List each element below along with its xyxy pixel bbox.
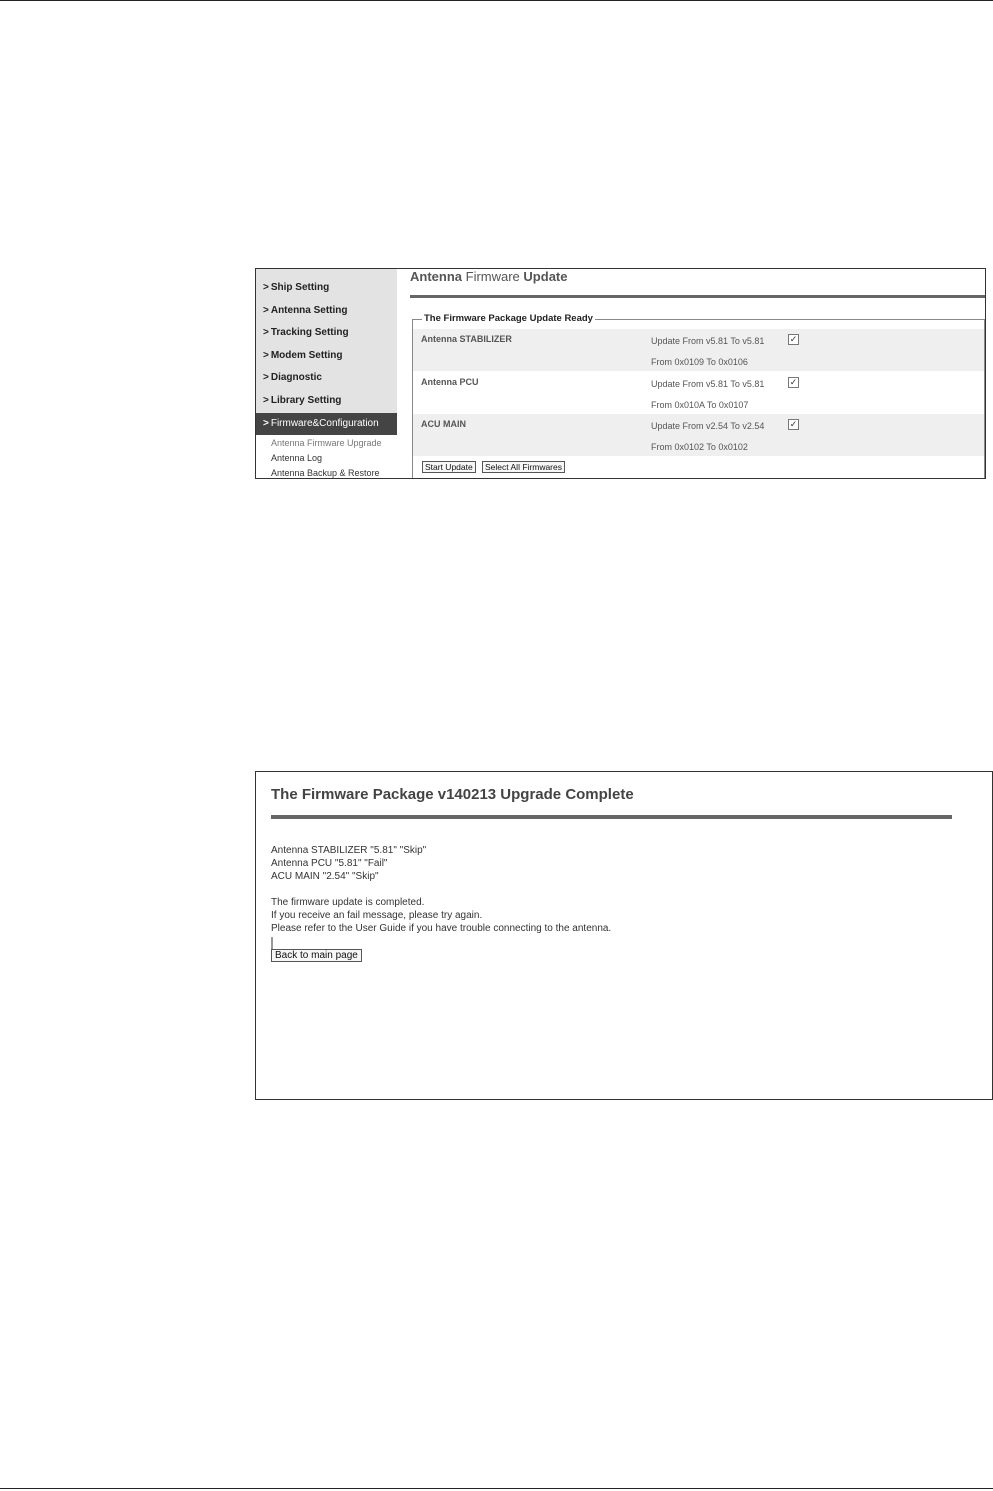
firmware-row-acu-main bbox=[413, 414, 984, 456]
sidebar-item-diagnostic[interactable] bbox=[256, 367, 397, 389]
subitem-antenna-firmware-upgrade[interactable]: Antenna Firmware Upgrade bbox=[271, 438, 382, 448]
chevron-right-icon: > bbox=[263, 372, 269, 383]
sidebar-nav bbox=[256, 269, 397, 434]
sidebar-item-library-setting[interactable] bbox=[256, 390, 397, 412]
firmware-checkbox[interactable]: ✓ bbox=[789, 377, 798, 387]
upgrade-complete-title: The Firmware Package v140213 Upgrade Complete bbox=[271, 786, 634, 803]
firmware-row-stabilizer bbox=[413, 329, 984, 371]
page-title: Antenna Firmware Update bbox=[410, 269, 568, 284]
chevron-right-icon: > bbox=[263, 327, 269, 338]
firmware-name: Antenna PCU bbox=[421, 377, 479, 387]
chevron-right-icon: > bbox=[263, 395, 269, 406]
select-all-firmwares-button[interactable]: Select All Firmwares bbox=[482, 461, 565, 473]
text-cursor bbox=[271, 937, 273, 949]
firmware-version-update: Update From v5.81 To v5.81 bbox=[651, 336, 765, 346]
firmware-checkbox[interactable]: ✓ bbox=[789, 419, 798, 429]
title-underline bbox=[271, 815, 952, 819]
firmware-name: ACU MAIN bbox=[421, 419, 466, 429]
sidebar-item-label: Library Setting bbox=[270, 395, 342, 406]
chevron-right-icon: > bbox=[263, 282, 269, 293]
sidebar-item-antenna-setting[interactable] bbox=[256, 300, 397, 322]
sidebar-item-label: Tracking Setting bbox=[270, 327, 349, 338]
firmware-hw-range: From 0x0109 To 0x0106 bbox=[651, 357, 748, 367]
message-line: Please refer to the User Guide if you have trouble connecting to the antenna. bbox=[271, 923, 612, 934]
back-to-main-button[interactable]: Back to main page bbox=[271, 949, 362, 962]
sidebar-item-label: Diagnostic bbox=[270, 372, 322, 383]
sidebar-item-ship-setting[interactable] bbox=[256, 277, 397, 299]
firmware-row-pcu bbox=[413, 372, 984, 414]
page-bottom-rule bbox=[0, 1488, 993, 1489]
page-top-rule bbox=[0, 0, 993, 1]
subitem-antenna-backup-restore[interactable]: Antenna Backup & Restore bbox=[271, 468, 380, 478]
sidebar-item-label: Modem Setting bbox=[270, 350, 343, 361]
chevron-right-icon: > bbox=[263, 418, 269, 429]
firmware-hw-range: From 0x010A To 0x0107 bbox=[651, 400, 749, 410]
sidebar-item-label: Antenna Setting bbox=[270, 305, 348, 316]
message-line: The firmware update is completed. bbox=[271, 897, 425, 908]
sidebar-item-modem-setting[interactable] bbox=[256, 345, 397, 367]
message-line: If you receive an fail message, please try again. bbox=[271, 910, 483, 921]
firmware-version-update: Update From v5.81 To v5.81 bbox=[651, 379, 765, 389]
sidebar-item-label: Firmware&Configuration bbox=[270, 418, 379, 429]
subitem-antenna-log[interactable]: Antenna Log bbox=[271, 453, 323, 463]
sidebar-item-tracking-setting[interactable] bbox=[256, 322, 397, 344]
sidebar-item-label: Ship Setting bbox=[270, 282, 330, 293]
firmware-update-main bbox=[410, 269, 986, 478]
sidebar bbox=[256, 269, 397, 478]
chevron-right-icon: > bbox=[263, 350, 269, 361]
result-line: Antenna PCU "5.81" "Fail" bbox=[271, 858, 388, 869]
start-update-button[interactable]: Start Update bbox=[422, 461, 476, 473]
firmware-version-update: Update From v2.54 To v2.54 bbox=[651, 421, 765, 431]
firmware-checkbox[interactable]: ✓ bbox=[789, 334, 798, 344]
chevron-right-icon: > bbox=[263, 305, 269, 316]
firmware-hw-range: From 0x0102 To 0x0102 bbox=[651, 442, 748, 452]
sidebar-item-firmware-configuration[interactable] bbox=[256, 413, 397, 435]
result-line: Antenna STABILIZER "5.81" "Skip" bbox=[271, 845, 427, 856]
title-underline bbox=[410, 295, 985, 298]
result-line: ACU MAIN "2.54" "Skip" bbox=[271, 871, 379, 882]
firmware-update-screenshot bbox=[255, 268, 986, 479]
fieldset-legend: The Firmware Package Update Ready bbox=[424, 313, 593, 324]
firmware-name: Antenna STABILIZER bbox=[421, 334, 512, 344]
upgrade-complete-screenshot bbox=[255, 771, 993, 1100]
